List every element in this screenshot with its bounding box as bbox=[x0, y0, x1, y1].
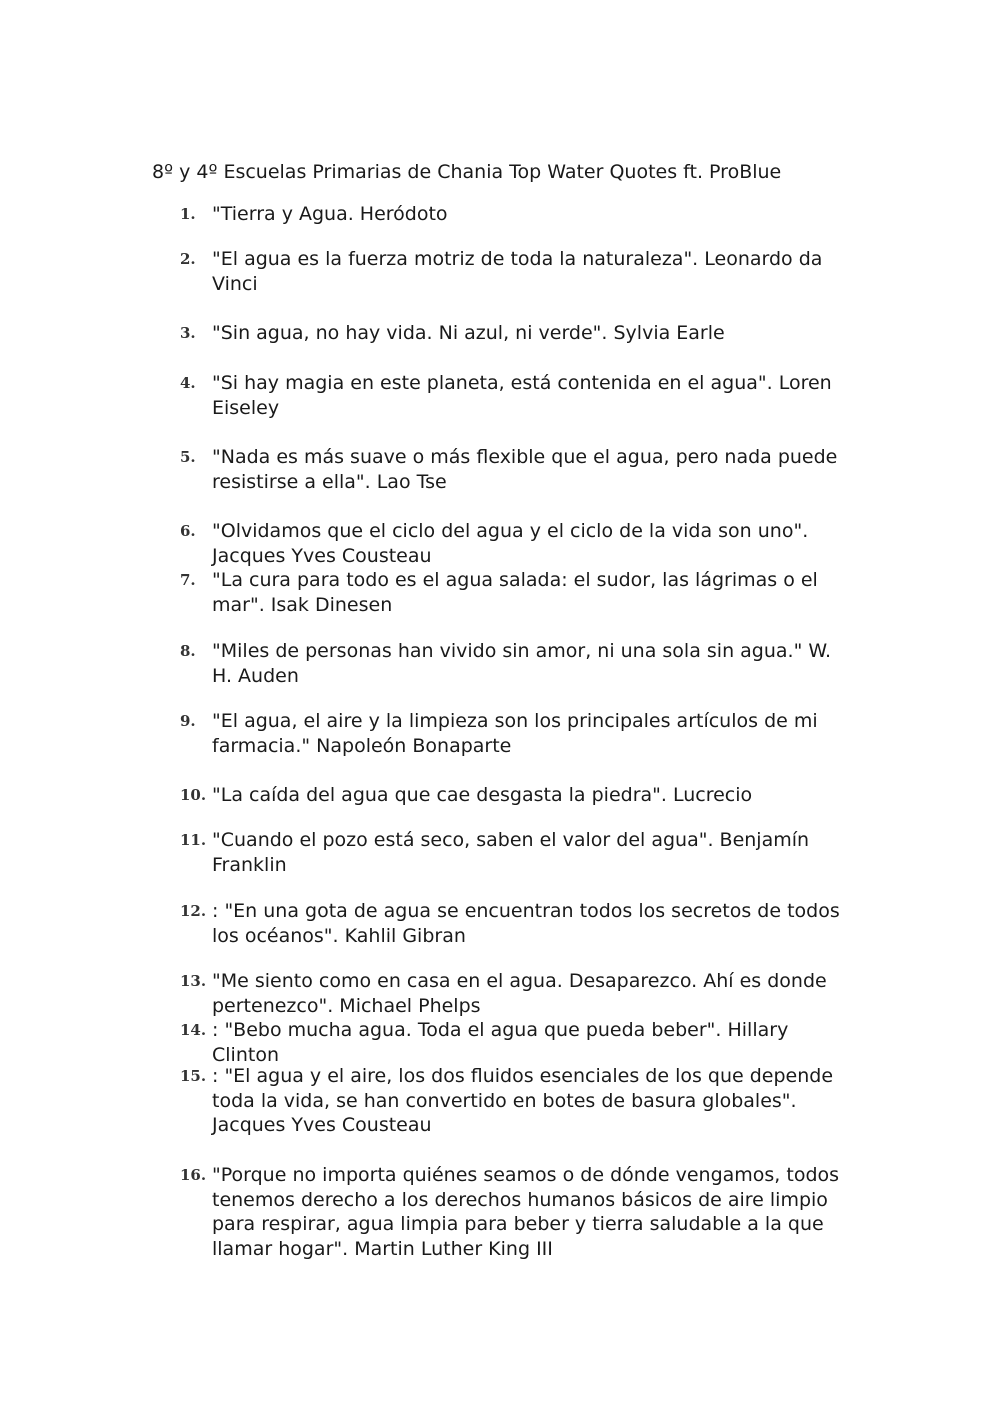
quote-number: 12. bbox=[180, 902, 207, 920]
quote-text: "Nada es más suave o más flexible que el agua, pero nada puede resistirse a ella". Lao Tse bbox=[212, 446, 838, 493]
quote-number: 8. bbox=[180, 642, 196, 660]
quote-text: "El agua, el aire y la limpieza son los principales artículos de mi farmacia." Napoleón Bonaparte bbox=[212, 710, 818, 757]
quote-text: : "Bebo mucha agua. Toda el agua que pueda beber". Hillary Clinton bbox=[212, 1019, 789, 1066]
quote-number: 1. bbox=[180, 205, 196, 223]
quote-text: "Olvidamos que el ciclo del agua y el ciclo de la vida son uno". Jacques Yves Cousteau bbox=[212, 520, 809, 567]
quote-item bbox=[180, 371, 850, 420]
quote-number: 6. bbox=[180, 522, 196, 540]
quote-number: 16. bbox=[180, 1166, 207, 1184]
quote-item bbox=[180, 247, 850, 296]
quote-item bbox=[180, 1163, 850, 1261]
quote-number: 3. bbox=[180, 324, 196, 342]
quote-text: "Sin agua, no hay vida. Ni azul, ni verde". Sylvia Earle bbox=[212, 322, 725, 344]
quote-text: "La cura para todo es el agua salada: el sudor, las lágrimas o el mar". Isak Dinesen bbox=[212, 569, 818, 616]
quote-number: 4. bbox=[180, 374, 196, 392]
quote-text: "El agua es la fuerza motriz de toda la naturaleza". Leonardo da Vinci bbox=[212, 248, 823, 295]
quote-item bbox=[180, 828, 850, 877]
quote-text: "Porque no importa quiénes seamos o de dónde vengamos, todos tenemos derecho a los derechos humanos básicos de aire limpio para respirar, agua limpia para beber y tierra saludable a la que llamar hogar". Martin Luther King III bbox=[212, 1164, 840, 1260]
quote-item bbox=[180, 639, 850, 688]
quote-item bbox=[180, 445, 850, 494]
quote-number: 5. bbox=[180, 448, 196, 466]
quote-text: : "En una gota de agua se encuentran todos los secretos de todos los océanos". Kahlil Gibran bbox=[212, 900, 840, 947]
quote-text: "Si hay magia en este planeta, está contenida en el agua". Loren Eiseley bbox=[212, 372, 832, 419]
quote-number: 15. bbox=[180, 1067, 207, 1085]
quote-number: 14. bbox=[180, 1021, 207, 1039]
quote-item bbox=[180, 519, 850, 568]
quote-text: "Me siento como en casa en el agua. Desaparezco. Ahí es donde pertenezco". Michael Phelps bbox=[212, 970, 827, 1017]
quote-item bbox=[180, 783, 850, 808]
quote-text: : "El agua y el aire, los dos fluidos esenciales de los que depende toda la vida, se han convertido en botes de basura globales". Jacques Yves Cousteau bbox=[212, 1065, 834, 1137]
quote-text: "Tierra y Agua. Heródoto bbox=[212, 203, 448, 225]
quote-number: 7. bbox=[180, 571, 196, 589]
quote-item bbox=[180, 1064, 850, 1138]
quote-number: 11. bbox=[180, 831, 207, 849]
quote-item bbox=[180, 321, 850, 346]
quote-item bbox=[180, 568, 850, 617]
page-title: 8º y 4º Escuelas Primarias de Chania Top Water Quotes ft. ProBlue bbox=[152, 161, 782, 183]
quote-item bbox=[180, 709, 850, 758]
quote-text: "La caída del agua que cae desgasta la piedra". Lucrecio bbox=[212, 784, 753, 806]
quote-item bbox=[180, 969, 850, 1018]
quote-number: 9. bbox=[180, 712, 196, 730]
quote-item bbox=[180, 899, 850, 948]
quote-number: 2. bbox=[180, 250, 196, 268]
quote-item bbox=[180, 1018, 850, 1067]
quote-text: "Miles de personas han vivido sin amor, ni una sola sin agua." W. H. Auden bbox=[212, 640, 832, 687]
quote-number: 10. bbox=[180, 786, 207, 804]
quote-item bbox=[180, 202, 850, 227]
quote-number: 13. bbox=[180, 972, 207, 990]
quote-text: "Cuando el pozo está seco, saben el valor del agua". Benjamín Franklin bbox=[212, 829, 810, 876]
